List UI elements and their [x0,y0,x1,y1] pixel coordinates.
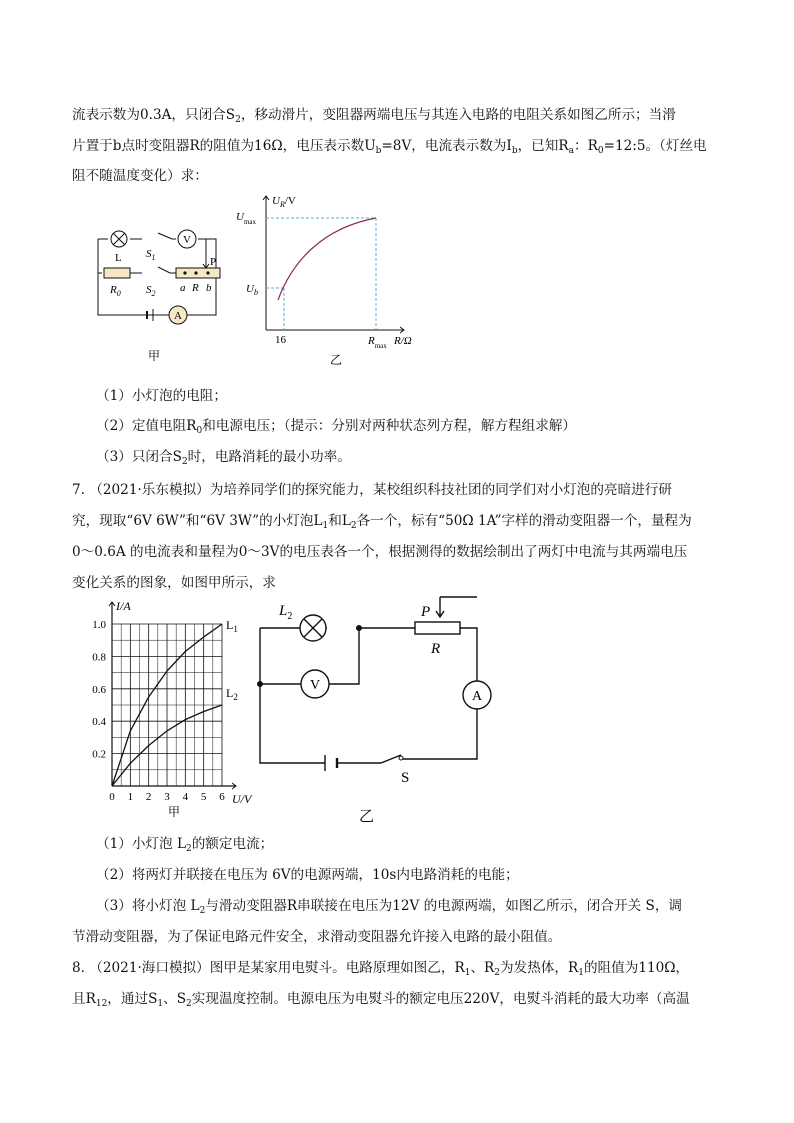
series-l1-label: $L_1$ [226,617,238,634]
p6-circuit-jia [90,215,240,365]
p8-line-1: 8. （2021·海口模拟）图甲是某家用电熨斗。电路原理如图乙，$R_1$、$R_2$为发热体，$R_1$的阻值为110Ω， [72,960,690,978]
p6-question-1: （1）小灯泡的电阻； [96,388,227,404]
p6-fig-yi-caption: 乙 [330,353,343,367]
p7-fig-jia-caption: 甲 [167,805,181,819]
yi-ylabel: $U_R/V$ [272,195,296,209]
slider-p-label: P [210,256,217,268]
p7-circuit-yi [255,595,505,825]
yi-xlabel: R/Ω [394,335,412,347]
y-tick-label: 0.8 [92,651,106,664]
voltmeter-label: V [183,234,191,246]
x-tick-label: 2 [145,791,152,803]
l2-label: $L_2$ [279,603,293,622]
p6-question-2: （2）定值电阻$R_0$和电源电压；（提示：分别对两种状态列方程，解方程组求解） [96,418,577,436]
switch-s-label: S [401,770,410,786]
yi-ub-label: $U_b$ [246,283,258,297]
x-tick-label: 5 [200,791,207,803]
s2-label: $S_2$ [146,284,156,298]
p7-question-1: （1）小灯泡 $L_2$的额定电流； [96,836,274,854]
yi-umax-label: $U_{max}$ [236,211,257,226]
x-tick-label: 4 [182,791,189,803]
yi-x-16-label: 16 [275,334,286,346]
y-axis-label: I/A [116,599,131,613]
p7-line-2: 究，现取“6V 6W”和“6V 3W”的小灯泡$L_1$和$L_2$各一个，标有“50Ω 1A”字样的滑动变阻器一个，量程为 [72,513,692,531]
p6-intro-line-3: 阻不随温度变化）求： [72,168,208,184]
rheostat-icon [176,268,220,278]
x-tick-label: 3 [164,791,170,803]
p7-question-2: （2）将两灯并联接在电压为 6V的电源两端，10s内电路消耗的电能； [96,867,519,883]
p6-intro-line-1: 流表示数为0.3A，只闭合$S_2$，移动滑片，变阻器两端电压与其连入电路的电阻关系如图乙所示；当滑 [72,107,676,125]
p7-fig-yi-caption: 乙 [359,809,375,825]
p6-intro-line-2: 片置于b点时变阻器R的阻值为16Ω，电压表示数$U_b=8V$，电流表示数为$I_b$，已知$R_a$：$R_0=12:5$。（灯丝电 [72,138,707,156]
p7-line-4: 变化关系的图象，如图甲所示，求 [72,575,276,591]
y-tick-label: 0.6 [92,683,106,696]
voltmeter-label: V [309,678,321,693]
r0-label: $R_0$ [110,284,121,298]
p6-question-3: （3）只闭合$S_2$时，电路消耗的最小功率。 [96,449,351,467]
p7-line-1: 7. （2021·乐东模拟）为培养同学们的探究能力，某校组织科技社团的同学们对小灯泡的亮暗进行研 [72,482,672,498]
ammeter-label: A [174,310,182,322]
p7-line-3: 0～0.6A 的电流表和量程为0～3V的电压表各一个，根据测得的数据绘制出了两灯中电流与其两端电压 [72,544,688,560]
x-tick-label: 6 [219,791,225,803]
point-a-label: a [180,282,186,294]
p7-question-3: （3）将小灯泡 $L_2$与滑动变阻器R串联接在电压为12V 的电源两端，如图乙所示，闭合开关 S，调 [96,898,683,916]
slider-p-label: P [421,604,431,620]
rheostat-r-label: R [192,282,199,294]
y-tick-label: 1.0 [92,619,106,631]
p6-fig-jia-caption: 甲 [148,349,161,363]
s1-label: $S_1$ [146,248,156,262]
series-l2-label: $L_2$ [226,685,238,702]
rheostat-icon [415,622,460,634]
rheostat-r-label: R [431,641,441,657]
lamp-label: L [115,252,122,264]
yi-rmax-label: $R_{max}$ [368,335,387,350]
p7-question-3-cont: 节滑动变阻器，为了保证电路元件安全，求滑动变阻器允许接入电路的最小阻值。 [72,929,562,945]
x-tick-label: 1 [127,791,134,803]
p8-line-2: 且$R_{12}$，通过$S_1$、$S_2$实现温度控制。电源电压为电熨斗的额定电压220V，电熨斗消耗的最大功率（高温 [72,991,690,1009]
resistor-r0-icon [104,268,130,278]
point-b-label: b [206,282,212,294]
p7-chart-jia [84,596,264,822]
voltage-curve [278,218,376,300]
y-tick-label: 0.2 [92,748,106,761]
x-tick-label: 0 [109,791,115,803]
p6-graph-yi [232,190,422,368]
ammeter-label: A [471,689,483,704]
x-axis-label: U/V [232,792,252,806]
y-tick-label: 0.4 [92,716,106,729]
